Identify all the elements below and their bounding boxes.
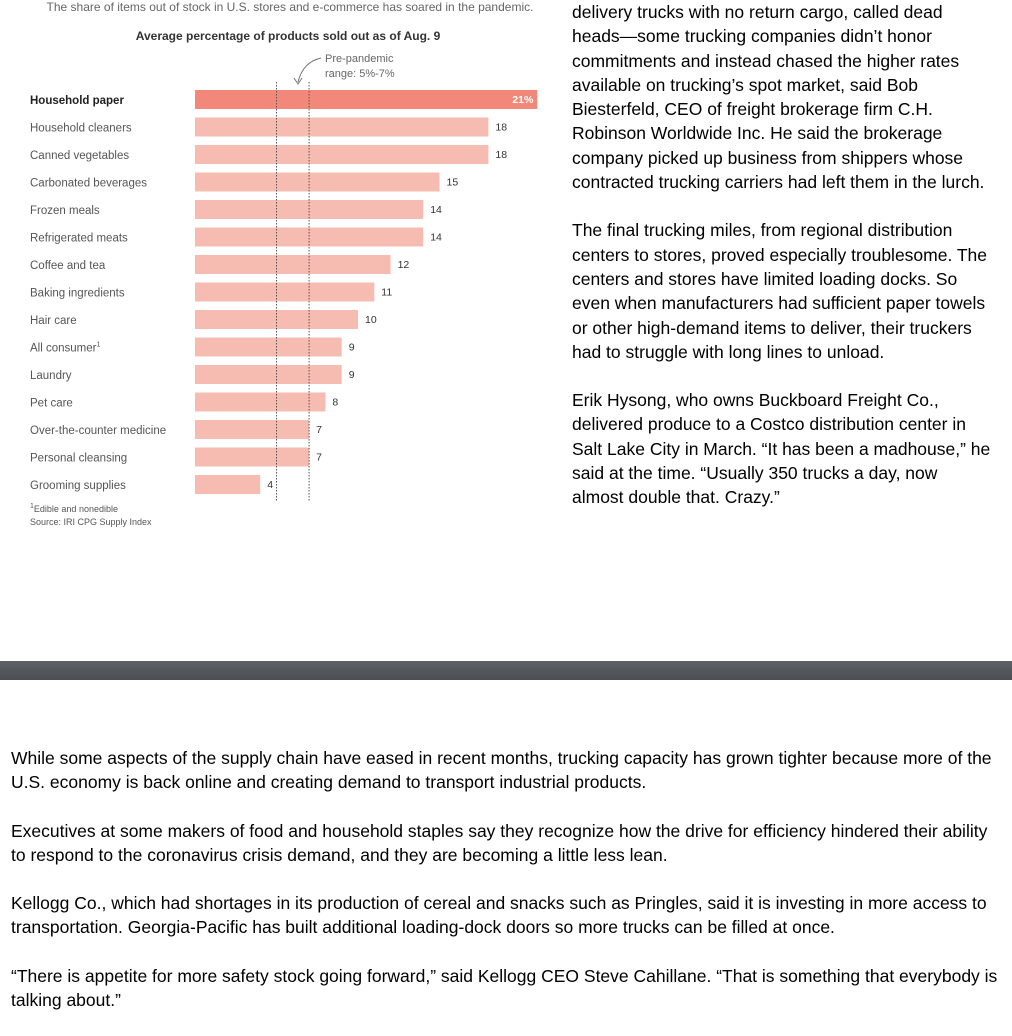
bar-chart-svg bbox=[0, 0, 560, 540]
value-label: 7 bbox=[316, 451, 322, 464]
bar bbox=[195, 448, 309, 467]
value-label: 10 bbox=[365, 314, 377, 326]
category-label: Canned vegetables bbox=[30, 150, 130, 162]
bar bbox=[195, 475, 260, 494]
bar bbox=[195, 255, 391, 274]
bar bbox=[195, 90, 537, 109]
prepandemic-label-line1: Pre-pandemic bbox=[325, 53, 394, 65]
value-label: 4 bbox=[267, 479, 274, 491]
value-label: 21% bbox=[512, 94, 534, 106]
article-paragraph: “There is appetite for more safety stock going forward,” said Kellogg CEO Steve Cahillane. “That is something that everybody is talking about.” bbox=[11, 965, 998, 1011]
category-label: Coffee and tea bbox=[30, 260, 106, 272]
category-label: Personal cleansing bbox=[30, 452, 128, 465]
value-label: 18 bbox=[495, 121, 508, 134]
bar bbox=[195, 145, 488, 164]
article-paragraph: While some aspects of the supply chain have eased in recent months, trucking capacity has grown tighter because more of the U.S. economy is back online and creating demand to transport industrial products. bbox=[11, 748, 992, 793]
chart-footnote: $^1$Edible and nonedible bbox=[30, 503, 118, 514]
category-label: All consumer$^1$ bbox=[30, 341, 101, 355]
category-label: Carbonated beverages bbox=[30, 177, 147, 190]
value-label: 14 bbox=[430, 231, 442, 244]
prepandemic-label-line2: range: 5%-7% bbox=[325, 68, 395, 80]
category-label: Pet care bbox=[30, 397, 73, 410]
bar bbox=[195, 393, 325, 412]
category-label: Laundry bbox=[30, 370, 72, 382]
value-label: 9 bbox=[348, 341, 355, 354]
value-label: 18 bbox=[495, 149, 508, 161]
value-label: 9 bbox=[348, 369, 355, 381]
article-paragraph: delivery trucks with no return cargo, called dead heads—some trucking companies didn’t honor commitments and instead chased the higher rates available on trucking’s spot market, said Bob Biesterfeld, CEO of freight brokerage firm C.H. Robinson Worldwide Inc. He said the brokerage company picked up business from shippers whose contracted trucking carriers had left them in the lurch. bbox=[572, 2, 985, 193]
bar bbox=[195, 173, 440, 192]
chart-subtitle: The share of items out of stock in U.S. stores and e-commerce has soared in the pandemic. bbox=[46, 0, 534, 14]
category-label: Household cleaners bbox=[30, 122, 132, 135]
article-right-column bbox=[572, 0, 992, 534]
category-label: Grooming supplies bbox=[30, 480, 126, 492]
value-label: 14 bbox=[430, 204, 442, 216]
category-label: Household paper bbox=[30, 95, 124, 107]
value-label: 7 bbox=[316, 424, 322, 436]
value-label: 15 bbox=[446, 176, 459, 189]
category-label: Frozen meals bbox=[30, 205, 100, 217]
stock-chart bbox=[0, 0, 560, 540]
value-label: 8 bbox=[332, 396, 339, 409]
value-label: 12 bbox=[397, 259, 410, 271]
chart-title: Average percentage of products sold out as of Aug. 9 bbox=[135, 29, 441, 43]
section-divider bbox=[0, 661, 1012, 680]
category-label: Over-the-counter medicine bbox=[30, 425, 167, 437]
article-paragraph: The final trucking miles, from regional distribution centers to stores, proved especially troublesome. The centers and stores have limited loading docks. So even when manufacturers had sufficient paper towels or other high-demand items to deliver, their truckers had to struggle with long lines to unload. bbox=[572, 220, 988, 362]
bar bbox=[195, 420, 309, 439]
bar bbox=[195, 338, 342, 357]
value-label: 11 bbox=[381, 286, 393, 299]
article-paragraph: Executives at some makers of food and household staples say they recognize how the drive for efficiency hindered their ability to respond to the coronavirus crisis demand, and they are becoming a little less lean. bbox=[11, 820, 988, 865]
chart-source: Source: IRI CPG Supply Index bbox=[30, 517, 152, 527]
bar bbox=[195, 118, 488, 137]
category-label: Baking ingredients bbox=[30, 287, 125, 300]
bar bbox=[195, 283, 374, 302]
article-paragraph: Erik Hysong, who owns Buckboard Freight Co., delivered produce to a Costco distribution center in Salt Lake City in March. “It has been a madhouse,” he said at the time. “Usually 350 trucks a day, now almost double that. Crazy.” bbox=[572, 390, 991, 508]
bar bbox=[195, 365, 342, 384]
category-label: Refrigerated meats bbox=[30, 232, 128, 245]
article-paragraph: Kellogg Co., which had shortages in its production of cereal and snacks such as Pringles, said it is investing in more access to transportation. Georgia-Pacific has built additional loading-dock doors so more trucks can be filled at once. bbox=[11, 893, 987, 938]
category-label: Hair care bbox=[30, 315, 77, 327]
article-bottom bbox=[11, 746, 1001, 1036]
